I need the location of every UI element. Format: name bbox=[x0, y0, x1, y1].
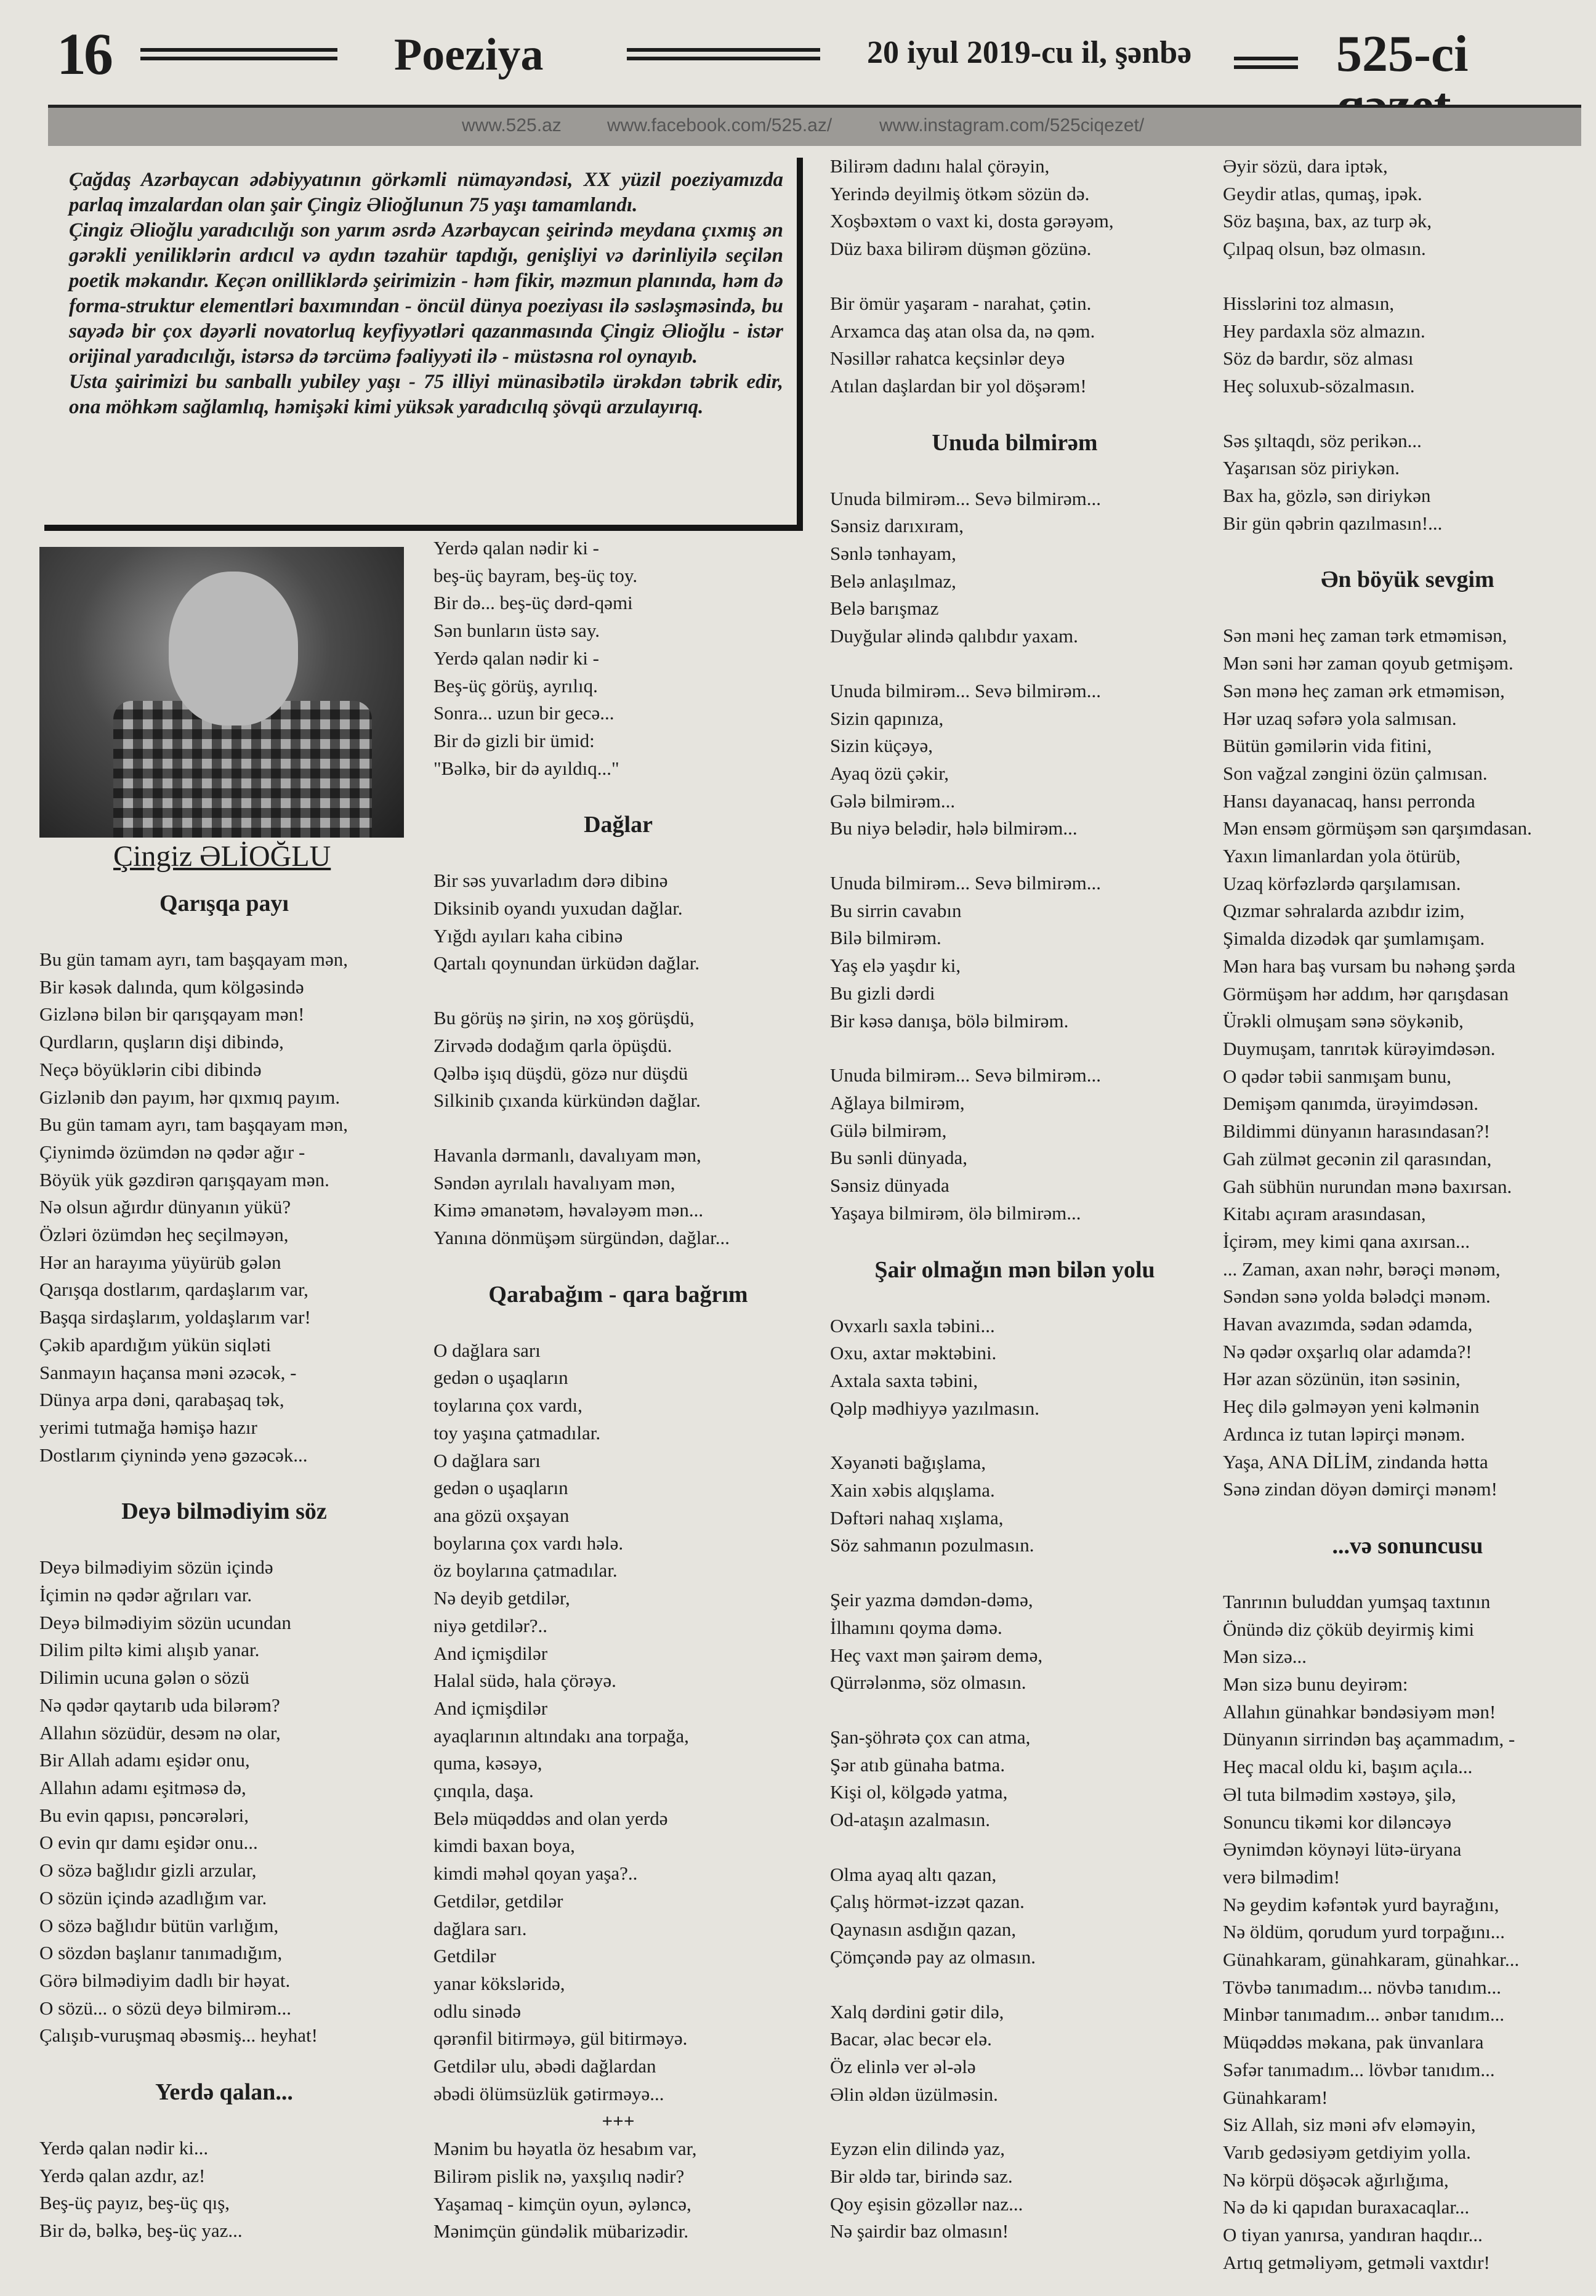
poem-line: Ürəkli olmuşam sənə söykənib, bbox=[1223, 1010, 1464, 1032]
poem-line: Heç vaxt mən şairəm demə, bbox=[830, 1644, 1043, 1666]
stanza-gap bbox=[830, 1559, 1199, 1587]
poem-line: Beş-üç payız, beş-üç qış, bbox=[39, 2192, 230, 2214]
poem-line: Getdilər, getdilər bbox=[433, 1890, 563, 1912]
poem-line: Yerdə qalan nədir ki... bbox=[39, 2137, 209, 2159]
poem-line: Səs şıltaqdı, söz perikən... bbox=[1223, 429, 1422, 451]
poem-line: Unuda bilmirəm... Sevə bilmirəm... bbox=[830, 679, 1101, 701]
poem-line: Qartalı qoynundan ürküdən dağlar. bbox=[433, 952, 700, 974]
poem-line: Getdilər bbox=[433, 1945, 496, 1967]
poem-line: Havan avazımda, sədan ədamda, bbox=[1223, 1313, 1473, 1335]
poem-line: Bir gün qəbrin qazılmasın!... bbox=[1223, 512, 1443, 534]
poem-line: Bu sənli dünyada, bbox=[830, 1147, 967, 1169]
stanza-gap bbox=[830, 1035, 1199, 1062]
poem-line: Nə körpü döşəcək ağırlığıma, bbox=[1223, 2169, 1449, 2191]
poem-line: Başqa sirdaşlarım, yoldaşlarım var! bbox=[39, 1306, 311, 1328]
intro-box bbox=[44, 158, 803, 531]
poem-line: yanar köksləridə, bbox=[433, 1972, 565, 1994]
poem-line: Qızmar səhralarda azıbdır izim, bbox=[1223, 900, 1465, 922]
poem-line: Şimalda dizədək qar şumlamışam. bbox=[1223, 928, 1485, 950]
poem-line: O sözə bağlıdır bütün varlığım, bbox=[39, 1914, 279, 1936]
poem-line: Bir kəsə danışa, bölə bilmirəm. bbox=[830, 1009, 1069, 1032]
poem-line: Deyə bilmədiyim sözün içində bbox=[39, 1556, 273, 1578]
poem-line: Çalış hörmət-izzət qazan. bbox=[830, 1891, 1025, 1913]
poem-line: "Bəlkə, bir də ayıldıq..." bbox=[433, 757, 619, 779]
poem-line: O sözün içində azadlığım var. bbox=[39, 1886, 267, 1909]
poem-line: Gizlənib dən payım, hər qıxmıq payım. bbox=[39, 1086, 341, 1108]
poem-line: Gah sübhün nurundan mənə baxırsan. bbox=[1223, 1175, 1512, 1197]
poem-line: Duymuşam, tanrıtək kürəyimdəsən. bbox=[1223, 1037, 1496, 1059]
poem-column-2 bbox=[433, 535, 803, 2245]
stanza-gap bbox=[830, 2108, 1199, 2135]
poem-line: Kitabı açıram arasındasan, bbox=[1223, 1203, 1426, 1225]
poem-line: Çəkib apardığım yükün siqləti bbox=[39, 1333, 272, 1356]
author-name: Çingiz ƏLİOĞLU bbox=[113, 840, 331, 873]
poem-line: Tanrının buluddan yumşaq taxtının bbox=[1223, 1590, 1491, 1612]
poem-line: Nə öldüm, qorudum yurd torpağını... bbox=[1223, 1921, 1505, 1943]
stanza-gap bbox=[1223, 595, 1592, 622]
poem-line: Demişəm qanımda, ürəyimdəsən. bbox=[1223, 1093, 1478, 1115]
poem-line: Ardınca iz tutan ləpirçi mənəm. bbox=[1223, 1423, 1465, 1445]
stanza-gap bbox=[39, 1527, 409, 1554]
header-rule-right bbox=[1234, 57, 1298, 69]
poem-line: Belə müqəddəs and olan yerdə bbox=[433, 1807, 668, 1829]
poem-line: Xalq dərdini gətir dilə, bbox=[830, 2000, 1004, 2023]
poem-line: Nə geydim kəfəntək yurd bayrağını, bbox=[1223, 1893, 1499, 1915]
poem-line: Günahkaram! bbox=[1223, 2086, 1328, 2108]
stanza-gap bbox=[433, 840, 803, 867]
poem-line: Sonra... uzun bir gecə... bbox=[433, 702, 615, 724]
poem-line: Geydir atlas, qumaş, ipək. bbox=[1223, 182, 1422, 204]
poem-line: O dağlara sarı bbox=[433, 1339, 541, 1361]
poem-line: Neçə böyüklərin cibi dibində bbox=[39, 1058, 262, 1080]
poem-line: Belə barışmaz bbox=[830, 597, 939, 620]
poem-line: Yaxın limanlardan yola ötürüb, bbox=[1223, 845, 1461, 867]
poem-line: Bir səs yuvarladım dərə dibinə bbox=[433, 870, 668, 892]
poem-line: Atılan daşlardan bir yol döşərəm! bbox=[830, 374, 1087, 397]
poem-line: Qurdların, quşların dişi dibində, bbox=[39, 1031, 284, 1053]
poem-line: Səfər tanımadım... lövbər tanıdım... bbox=[1223, 2058, 1495, 2080]
poem-line: Nə qədər qaytarıb uda bilərəm? bbox=[39, 1694, 280, 1716]
stanza-gap bbox=[830, 843, 1199, 870]
poem-line: Siz Allah, siz məni əfv eləməyin, bbox=[1223, 2114, 1476, 2136]
poem-line: Qəlbə işıq düşdü, gözə nur düşdü bbox=[433, 1062, 688, 1084]
poem-line: niyə getdilər?.. bbox=[433, 1614, 548, 1636]
poem-line: Yaşaya bilmirəm, ölə bilmirəm... bbox=[830, 1202, 1081, 1224]
poem-line: Xəyanəti bağışlama, bbox=[830, 1452, 986, 1474]
intro-paragraph: Çağdaş Azərbaycan ədəbiyyatının görkəmli nümayəndəsi, XX yüzil poeziyamızda parlaq imzalardan olan şair Çingiz Əlioğlunun 75 yaşı tamamlandı. bbox=[69, 169, 783, 216]
website-link[interactable]: www.525.az bbox=[462, 115, 562, 135]
poem-line: Axtala saxta təbini, bbox=[830, 1369, 978, 1391]
poem-line: And içmişdilər bbox=[433, 1697, 548, 1719]
poem-line: Şər atıb günaha batma. bbox=[830, 1753, 1006, 1776]
poem-title: Şair olmağın mən bilən yolu bbox=[874, 1256, 1155, 1283]
stanza-gap bbox=[830, 458, 1199, 485]
poem-line: Bütün gəmilərin vida fitini, bbox=[1223, 735, 1432, 757]
poem-line: Nə qədər oxşarlıq olar adamda?! bbox=[1223, 1340, 1472, 1362]
poem-column-4 bbox=[1223, 153, 1592, 2277]
poem-line: Mən sizə... bbox=[1223, 1646, 1307, 1668]
poem-line: Bacar, əlac becər elə. bbox=[830, 2028, 992, 2050]
poem-title: Qarışqa payı bbox=[159, 891, 289, 916]
poem-line: Allahın sözüdür, desəm nə olar, bbox=[39, 1721, 281, 1744]
poem-line: Yaşarısan söz piriykən. bbox=[1223, 457, 1400, 479]
poem-line: Sənsiz dünyada bbox=[830, 1174, 949, 1197]
stanza-gap bbox=[830, 1971, 1199, 1999]
poem-title: Unuda bilmirəm bbox=[932, 429, 1098, 456]
poem-line: Önündə diz çöküb deyirmiş kimi bbox=[1223, 1618, 1475, 1640]
poem-line: toylarına çox vardı, bbox=[433, 1394, 582, 1417]
poem-line: Hey pardaxla söz almazın. bbox=[1223, 320, 1425, 342]
poem-line: qərənfil bitirməyə, gül bitirməyə. bbox=[433, 2027, 688, 2050]
poem-line: Bir də... beş-üç dərd-qəmi bbox=[433, 592, 633, 614]
stanza-gap bbox=[433, 1252, 803, 1279]
poem-line: Nəsillər rahatca keçsinlər deyə bbox=[830, 347, 1065, 370]
poem-line: Duyğular əlində qalıbdır yaxam. bbox=[830, 625, 1078, 647]
poem-line: Yerdə qalan azdır, az! bbox=[39, 2164, 206, 2186]
poem-line: O qədər təbii sanmışam bunu, bbox=[1223, 1065, 1452, 1087]
stanza-gap bbox=[433, 977, 803, 1004]
poem-line: Arxamca daş atan olsa da, nə qəm. bbox=[830, 320, 1095, 342]
poem-line: Düz baxa bilirəm düşmən gözünə. bbox=[830, 238, 1092, 260]
poem-line: Dilim piltə kimi alışıb yanar. bbox=[39, 1639, 260, 1661]
poem-line: Söz başına, bax, az turp ək, bbox=[1223, 210, 1432, 232]
poem-line: Mən səni hər zaman qoyub getmişəm. bbox=[1223, 652, 1513, 674]
poem-line: Bu görüş nə şirin, nə xoş görüşdü, bbox=[433, 1007, 695, 1029]
poem-line: Dünya arpa dəni, qarabaşaq tək, bbox=[39, 1389, 284, 1411]
poem-line: Minbər tanımadım... ənbər tanıdım... bbox=[1223, 2003, 1505, 2026]
poem-line: Müqəddəs məkana, pak ünvanlara bbox=[1223, 2031, 1484, 2053]
poem-line: Əynimdən köynəyi lütə-üryana bbox=[1223, 1838, 1462, 1861]
stanza-gap bbox=[433, 1310, 803, 1337]
poem-line: Ayaq özü çəkir, bbox=[830, 762, 949, 784]
poem-line: Uzaq körfəzlərdə qarşılamısan. bbox=[1223, 872, 1461, 894]
facebook-link[interactable]: www.facebook.com/525.az/ bbox=[607, 115, 832, 135]
stanza-gap bbox=[1223, 1561, 1592, 1588]
stanza-gap bbox=[830, 1834, 1199, 1861]
poem-line: Səndən ayrılalı havalıyam mən, bbox=[433, 1171, 675, 1194]
poem-line: İçirəm, mey kimi qana axırsan... bbox=[1223, 1230, 1470, 1252]
poem-line: Nə də ki qapıdan buraxacaqlar... bbox=[1223, 2196, 1470, 2218]
poem-line: gedən o uşaqların bbox=[433, 1477, 568, 1499]
poem-line: Yaş elə yaşdır ki, bbox=[830, 955, 961, 977]
poem-line: Mənimçün gündəlik mübarizədir. bbox=[433, 2220, 689, 2242]
poem-line: Bu niyə belədir, hələ bilmirəm... bbox=[830, 817, 1078, 839]
poem-line: Mən hara baş vursam bu nəhəng şərda bbox=[1223, 955, 1516, 977]
poem-line: Nə şairdir baz olmasın! bbox=[830, 2220, 1009, 2242]
poem-line: Əyir sözü, dara iptək, bbox=[1223, 155, 1388, 177]
poem-line: Kişi ol, kölgədə yatma, bbox=[830, 1781, 1008, 1803]
stanza-gap bbox=[830, 400, 1199, 427]
poem-line: Çalışıb-vuruşmaq əbəsmiş... heyhat! bbox=[39, 2024, 318, 2047]
poem-line: Ağlaya bilmirəm, bbox=[830, 1091, 965, 1114]
poem-line: Çılpaq olsun, bəz olmasın. bbox=[1223, 238, 1426, 260]
poem-line: Bir Allah adamı eşidər onu, bbox=[39, 1749, 250, 1771]
stanza-gap bbox=[39, 2108, 409, 2135]
poem-line: Bir əldə tar, birində saz. bbox=[830, 2165, 1013, 2188]
poem-line: O evin qır damı eşidər onu... bbox=[39, 1832, 258, 1854]
poem-line: Bildimmi dünyanın harasındasan?! bbox=[1223, 1120, 1490, 1142]
poem-line: Nə olsun ağırdır dünyanın yükü? bbox=[39, 1196, 291, 1218]
poem-line: çınqıla, daşa. bbox=[433, 1780, 534, 1802]
poem-line: dağlara sarı. bbox=[433, 1917, 527, 1939]
poem-line: Dilimin ucuna gələn o sözü bbox=[39, 1667, 249, 1689]
poem-line: Yığdı ayıları kaha cibinə bbox=[433, 924, 623, 947]
poem-line: boylarına çox vardı hələ. bbox=[433, 1532, 624, 1554]
poem-line: kimdi baxan boya, bbox=[433, 1835, 575, 1857]
page-number: 16 bbox=[57, 21, 111, 87]
poem-line: Bir də gizli bir ümid: bbox=[433, 729, 595, 751]
stanza-gap bbox=[830, 1227, 1199, 1255]
poem-line: əbədi ölümsüzlük gətirməyə... bbox=[433, 2082, 664, 2104]
poem-line: O sözə bağlıdır gizli arzular, bbox=[39, 1859, 257, 1882]
poem-line: Dəftəri nahaq xışlama, bbox=[830, 1506, 1004, 1529]
poem-line: verə bilmədim! bbox=[1223, 1866, 1340, 1888]
stanza-gap bbox=[830, 1697, 1199, 1724]
poem-line: Yerində deyilmiş ötkəm sözün də. bbox=[830, 182, 1090, 204]
poem-line: Bu gün tamam ayrı, tam başqayam mən, bbox=[39, 948, 349, 970]
poem-line: Mənim bu həyatla öz hesabım var, bbox=[433, 2138, 697, 2160]
author-photo bbox=[39, 547, 404, 838]
stanza-gap bbox=[433, 1115, 803, 1142]
poem-line: Zirvədə dodağım qarla öpüşdü. bbox=[433, 1034, 672, 1056]
poem-line: Şan-şöhrətə çox can atma, bbox=[830, 1726, 1031, 1748]
poem-line: Sizin küçəyə, bbox=[830, 735, 933, 757]
poem-line: Hər uzaq səfərə yola salmısan. bbox=[1223, 707, 1457, 729]
poem-line: And içmişdilər bbox=[433, 1642, 548, 1664]
poem-line: Yerdə qalan nədir ki - bbox=[433, 537, 599, 559]
poem-line: Günahkaram, günahkaram, günahkar... bbox=[1223, 1949, 1520, 1971]
stanza-gap bbox=[830, 1285, 1199, 1312]
poem-line: Deyə bilmədiyim sözün ucundan bbox=[39, 1611, 291, 1633]
poem-line: yerimi tutmağa həmişə hazır bbox=[39, 1416, 257, 1438]
poem-line: Nə deyib getdilər, bbox=[433, 1587, 570, 1609]
poem-line: Heç dilə gəlməyən yeni kəlmənin bbox=[1223, 1396, 1480, 1418]
poem-line: Xoşbəxtəm o vaxt ki, dosta gərəyəm, bbox=[830, 210, 1114, 232]
poem-line: kimdi məhəl qoyan yaşa?.. bbox=[433, 1862, 638, 1885]
poem-line: toy yaşına çatmadılar. bbox=[433, 1421, 601, 1444]
poem-line: Heç macal oldu ki, başım açıla... bbox=[1223, 1756, 1473, 1778]
poem-line: Bilə bilmirəm. bbox=[830, 927, 941, 949]
poem-line: Artıq getməliyəm, getməli vaxtdır! bbox=[1223, 2251, 1490, 2273]
poem-line: Qəlp mədhiyyə yazılmasın. bbox=[830, 1397, 1040, 1419]
links-strip bbox=[48, 105, 1581, 146]
poem-line: İlhamını qoyma dəmə. bbox=[830, 1616, 1002, 1638]
poem-line: Yanına dönmüşəm sürgündən, dağlar... bbox=[433, 1227, 730, 1249]
header-rule-middle bbox=[627, 48, 820, 60]
poem-line: Sənsiz darıxıram, bbox=[830, 515, 964, 537]
poem-line: Çiynimdə özümdən nə qədər ağır - bbox=[39, 1141, 305, 1163]
intro-paragraph: Usta şairimizi bu sanballı yubiley yaşı - 75 illiyi münasibətilə ürəkdən təbrik edir, ona möhkəm sağlamlıq, həmişəki kimi yüksək yaradıcılıq şövqü arzulayırıq. bbox=[69, 371, 783, 418]
poem-line: Bu gün tamam ayrı, tam başqayam mən, bbox=[39, 1114, 349, 1136]
poem-line: Bir də, bəlkə, beş-üç yaz... bbox=[39, 2220, 243, 2242]
poem-line: Sənlə tənhayam, bbox=[830, 543, 956, 565]
poem-line: Gizlənə bilən bir qarışqayam mən! bbox=[39, 1003, 305, 1025]
poem-line: Yerdə qalan nədir ki - bbox=[433, 647, 599, 669]
poem-title: Yerdə qalan... bbox=[155, 2079, 293, 2106]
poem-line: Özləri özümdən heç seçilməyən, bbox=[39, 1224, 289, 1246]
poem-line: Hansı dayanacaq, hansı perronda bbox=[1223, 790, 1475, 812]
poem-line: Qarışqa dostlarım, qardaşlarım var, bbox=[39, 1279, 308, 1301]
poem-line: Şeir yazma dəmdən-dəmə, bbox=[830, 1589, 1033, 1611]
poem-separator: +++ bbox=[602, 2110, 635, 2132]
poem-line: Oxu, axtar məktəbini. bbox=[830, 1342, 997, 1364]
poem-line: Hisslərini toz almasın, bbox=[1223, 292, 1395, 314]
header-rule-left bbox=[140, 48, 337, 60]
poem-line: Görmüşəm hər addım, hər qarışdasan bbox=[1223, 982, 1509, 1004]
poem-line: Bir ömür yaşaram - narahat, çətin. bbox=[830, 292, 1092, 314]
stanza-gap bbox=[39, 1469, 409, 1496]
stanza-gap bbox=[39, 2050, 409, 2077]
stanza-gap bbox=[830, 650, 1199, 677]
poem-line: Çömçəndə pay az olmasın. bbox=[830, 1946, 1036, 1968]
poem-line: ... Zaman, axan nəhr, bərəçi mənəm, bbox=[1223, 1258, 1501, 1280]
poem-line: Unuda bilmirəm... Sevə bilmirəm... bbox=[830, 872, 1101, 894]
poem-line: Yaşamaq - kimçün oyun, əyləncə, bbox=[433, 2193, 691, 2215]
poem-line: Qürrələnmə, söz olmasın. bbox=[830, 1671, 1026, 1694]
poem-line: Öz elinlə ver əl-ələ bbox=[830, 2055, 976, 2077]
instagram-link[interactable]: www.instagram.com/525ciqezet/ bbox=[879, 115, 1145, 135]
stanza-gap bbox=[1223, 1503, 1592, 1530]
poem-line: Unuda bilmirəm... Sevə bilmirəm... bbox=[830, 1064, 1101, 1086]
poem-line: Hər an harayıma yüyürüb gələn bbox=[39, 1251, 281, 1273]
poem-line: Dostlarım çiynində yenə gəzəcək... bbox=[39, 1444, 308, 1466]
poem-line: Ovxarlı saxla təbini... bbox=[830, 1314, 995, 1336]
poem-line: Bu evin qapısı, pəncərələri, bbox=[39, 1804, 249, 1826]
poem-line: İçimin nə qədər ağrıları var. bbox=[39, 1584, 252, 1606]
poem-line: Sanmayın haçansa məni əzəcək, - bbox=[39, 1361, 297, 1383]
stanza-gap bbox=[433, 782, 803, 809]
poem-line: odlu sinədə bbox=[433, 2000, 522, 2022]
poem-line: Belə anlaşılmaz, bbox=[830, 570, 956, 592]
poem-line: Sən bunların üstə say. bbox=[433, 620, 600, 642]
poem-line: Sənə zindan döyən dəmirçi mənəm! bbox=[1223, 1478, 1497, 1500]
poem-line: Silkinib çıxanda kürkündən dağlar. bbox=[433, 1089, 701, 1112]
poem-line: O sözü... o sözü deyə bilmirəm... bbox=[39, 1997, 291, 2019]
poem-line: Səndən sənə yolda bələdçi mənəm. bbox=[1223, 1285, 1491, 1308]
poem-line: gedən o uşaqların bbox=[433, 1367, 568, 1389]
poem-title: Ən böyük sevgim bbox=[1321, 567, 1494, 593]
poem-line: Unuda bilmirəm... Sevə bilmirəm... bbox=[830, 487, 1101, 509]
poem-line: Qaynasın asdığın qazan, bbox=[830, 1918, 1017, 1941]
stanza-gap bbox=[1223, 263, 1592, 290]
poem-line: O sözdən başlanır tanımadığım, bbox=[39, 1942, 283, 1964]
issue-date: 20 iyul 2019-cu il, şənbə bbox=[867, 35, 1192, 70]
poem-line: Bu sirrin cavabın bbox=[830, 899, 962, 921]
poem-line: Dünyanın sirrindən baş açammadım, - bbox=[1223, 1728, 1515, 1750]
poem-line: Mən ensəm görmüşəm sən qarşımdasan. bbox=[1223, 817, 1532, 839]
poem-line: Eyzən elin dilində yaz, bbox=[830, 2138, 1006, 2160]
poem-line: Sonuncu tikəmi kor diləncəyə bbox=[1223, 1811, 1452, 1833]
stanza-gap bbox=[39, 919, 409, 946]
poem-line: Sən mənə heç zaman ərk etməmisən, bbox=[1223, 679, 1505, 701]
poem-line: beş-üç bayram, beş-üç toy. bbox=[433, 564, 638, 586]
poem-line: Bu gizli dərdi bbox=[830, 982, 935, 1004]
intro-paragraph: Çingiz Əlioğlu yaradıcılığı son yarım əsrdə Azərbaycan şeirində meydana çıxmış ən gərəkli yeniliklərin ardıcıl və aydın təzahür tapdığı, genişliyi və dərinliyilə seçilən poetik məkandır. Keçən onilliklərdə şeirimizin - həm fikir, məzmun planında, həm də forma-struktur elementləri baxımından - öncül dünya poeziyası ilə səsləşməsində, bu sayədə bir çox dəyərli novatorluq keyfiyyətləri qazanmasında Çingiz Əlioğlu - istər orijinal yaradıcılığı, istərsə də tərcümə fəaliyyəti ilə - müstəsna rol oynayıb. bbox=[69, 219, 783, 368]
poem-line: Əl tuta bilmədim xəstəyə, şilə, bbox=[1223, 1783, 1456, 1805]
poem-line: Havanla dərmanlı, davalıyam mən, bbox=[433, 1144, 701, 1166]
poem-line: Olma ayaq altı qazan, bbox=[830, 1863, 997, 1885]
poem-line: Heç soluxub-sözalmasın. bbox=[1223, 374, 1415, 397]
poem-line: O dağlara sarı bbox=[433, 1449, 541, 1471]
poem-line: O tiyan yanırsa, yandıran haqdır... bbox=[1223, 2224, 1483, 2246]
poem-line: Varıb gedəsiyəm getdiyim yolla. bbox=[1223, 2141, 1471, 2163]
poem-line: Gələ bilmirəm... bbox=[830, 790, 956, 812]
poem-line: öz boylarına çatmadılar. bbox=[433, 1559, 618, 1582]
stanza-gap bbox=[830, 1422, 1199, 1449]
poem-title: Qarabağım - qara bağrım bbox=[488, 1281, 748, 1308]
poem-line: Qoy eşisin gözəllər naz... bbox=[830, 2193, 1023, 2215]
poem-line: Yaşa, ANA DİLİM, zindanda hətta bbox=[1223, 1450, 1488, 1473]
poem-line: Xain xəbis alqışlama. bbox=[830, 1479, 995, 1502]
poem-line: Mən sizə bunu deyirəm: bbox=[1223, 1673, 1408, 1696]
poem-line: Gülə bilmirəm, bbox=[830, 1119, 947, 1141]
poem-title: Dağlar bbox=[584, 812, 653, 838]
poem-column-1 bbox=[39, 888, 409, 2245]
poem-line: Sizin qapınıza, bbox=[830, 707, 944, 729]
poem-line: Kimə əmanətəm, həvaləyəm mən... bbox=[433, 1199, 704, 1221]
poem-line: Görə bilmədiyim dadlı bir həyat. bbox=[39, 1969, 291, 1991]
poem-line: Hər azan sözünün, itən səsinin, bbox=[1223, 1368, 1461, 1390]
poem-line: Əlin əldən üzülməsin. bbox=[830, 2083, 998, 2105]
poem-line: Bilirəm pislik nə, yaxşılıq nədir? bbox=[433, 2165, 685, 2187]
poem-line: Söz də bardır, söz alması bbox=[1223, 347, 1414, 370]
stanza-gap bbox=[1223, 400, 1592, 427]
poem-line: Od-ataşın azalmasın. bbox=[830, 1809, 990, 1831]
poem-line: Son vağzal zəngini özün çalmısan. bbox=[1223, 762, 1488, 784]
poem-line: Gah zülmət gecənin zil qarasından, bbox=[1223, 1147, 1492, 1170]
poem-line: Sən məni heç zaman tərk etməmisən, bbox=[1223, 625, 1507, 647]
poem-line: quma, kəsəyə, bbox=[433, 1752, 542, 1774]
poem-line: Söz sahmanın pozulmasın. bbox=[830, 1534, 1034, 1556]
poem-line: ana gözü oxşayan bbox=[433, 1504, 570, 1526]
poem-column-3 bbox=[830, 153, 1199, 2245]
poem-line: ayaqlarının altındakı ana torpağa, bbox=[433, 1724, 689, 1747]
poem-line: Beş-üç görüş, ayrılıq. bbox=[433, 674, 598, 697]
poem-line: Böyük yük gəzdirən qarışqayam mən. bbox=[39, 1168, 329, 1190]
poem-line: Allahın günahkar bəndəsiyəm mən! bbox=[1223, 1700, 1496, 1723]
poem-line: Getdilər ulu, əbədi dağlardan bbox=[433, 2055, 656, 2077]
poem-title: ...və sonuncusu bbox=[1332, 1532, 1483, 1559]
poem-line: Allahın adamı eşitməsə də, bbox=[39, 1776, 246, 1798]
poem-title: Deyə bilmədiyim söz bbox=[121, 1498, 327, 1525]
section-title: Poeziya bbox=[394, 30, 544, 80]
poem-line: Tövbə tanımadım... növbə tanıdım... bbox=[1223, 1976, 1501, 1998]
stanza-gap bbox=[830, 263, 1199, 290]
poem-line: Halal südə, hala çörəyə. bbox=[433, 1670, 616, 1692]
poem-line: Bax ha, gözlə, sən diriykən bbox=[1223, 485, 1431, 507]
newspaper-name: 525-ci bbox=[1336, 25, 1469, 83]
poem-line: Bilirəm dadını halal çörəyin, bbox=[830, 155, 1050, 177]
stanza-gap bbox=[1223, 537, 1592, 564]
poem-line: Diksinib oyandı yuxudan dağlar. bbox=[433, 897, 683, 920]
poem-line: Bir kəsək dalında, qum kölgəsində bbox=[39, 976, 304, 998]
